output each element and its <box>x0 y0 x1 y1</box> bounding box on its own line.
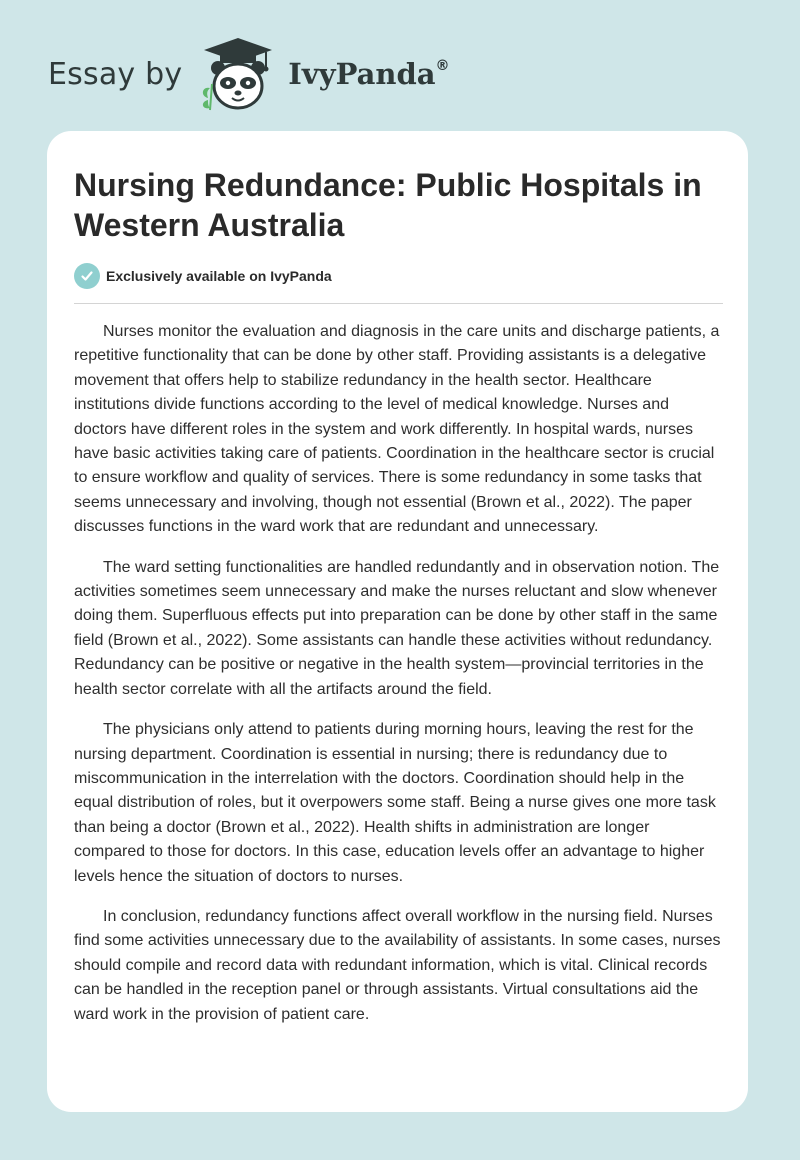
exclusive-badge-text: Exclusively available on IvyPanda <box>106 268 332 284</box>
paragraph: Nurses monitor the evaluation and diagnosis in the care units and discharge patients, a repetitive functionality that can be done by other staff. Providing assistants is a delegative movement that offers help to stabilize redundancy in the health sector. Healthcare institutions divide functions according to the level of medical knowledge. Nurses and doctors have different roles in the system and work differently. In hospital wards, nurses have basic activities taking care of patients. Coordination in the healthcare sector is crucial to ensure workflow and quality of services. There is some redundancy in some tasks that seems unnecessary and involving, though not essential (Brown et al., 2022). The paper discusses functions in the ward work that are redundant and unnecessary. <box>74 323 720 536</box>
trademark-symbol: ® <box>435 58 450 74</box>
brand-name-text: IvyPanda <box>288 57 436 91</box>
essay-by-label: Essay by <box>48 56 183 92</box>
check-circle-icon <box>74 263 100 289</box>
paragraph: The ward setting functionalities are handled redundantly and in observation notion. The activities sometimes seem unnecessary and make the nurses reluctant and slow whenever doing them. Superfluous effects put into preparation can be done by other staff in the same field (Brown et al., 2022). Some assistants can handle these activities without redundancy. Redundancy can be positive or negative in the health system—provincial territories in the health sector correlate with all the artifacts around the field. <box>74 558 720 698</box>
paragraph: In conclusion, redundancy functions affect overall workflow in the nursing field. Nurses find some activities unnecessary due to the availability of assistants. In some cases, nurses should compile and record data with redundant information, which is vital. Clinical records can be handled in the reception panel or through assistants. Virtual consultations aid the ward work in the provision of patient care. <box>74 907 721 1023</box>
paragraph: The physicians only attend to patients during morning hours, leaving the rest for the nursing department. Coordination is essential in nursing; there is redundancy due to miscommunication in the interrelation with the doctors. Coordination should help in the equal distribution of roles, but it overpowers some staff. Being a nurse gives one more task than being a doctor (Brown et al., 2022). Health shifts in administration are longer compared to those for doctors. In this case, education levels offer an advantage to higher levels hence the situation of doctors to nurses. <box>74 721 716 885</box>
panda-graduate-logo-icon[interactable] <box>196 36 280 112</box>
exclusive-badge <box>74 263 332 289</box>
article-card <box>47 131 748 1112</box>
article-title: Nursing Redundance: Public Hospitals in Western Australia <box>74 167 702 243</box>
brand-name[interactable] <box>288 57 449 91</box>
article-body <box>74 320 723 1043</box>
title-divider <box>74 303 723 304</box>
site-header <box>48 36 450 112</box>
